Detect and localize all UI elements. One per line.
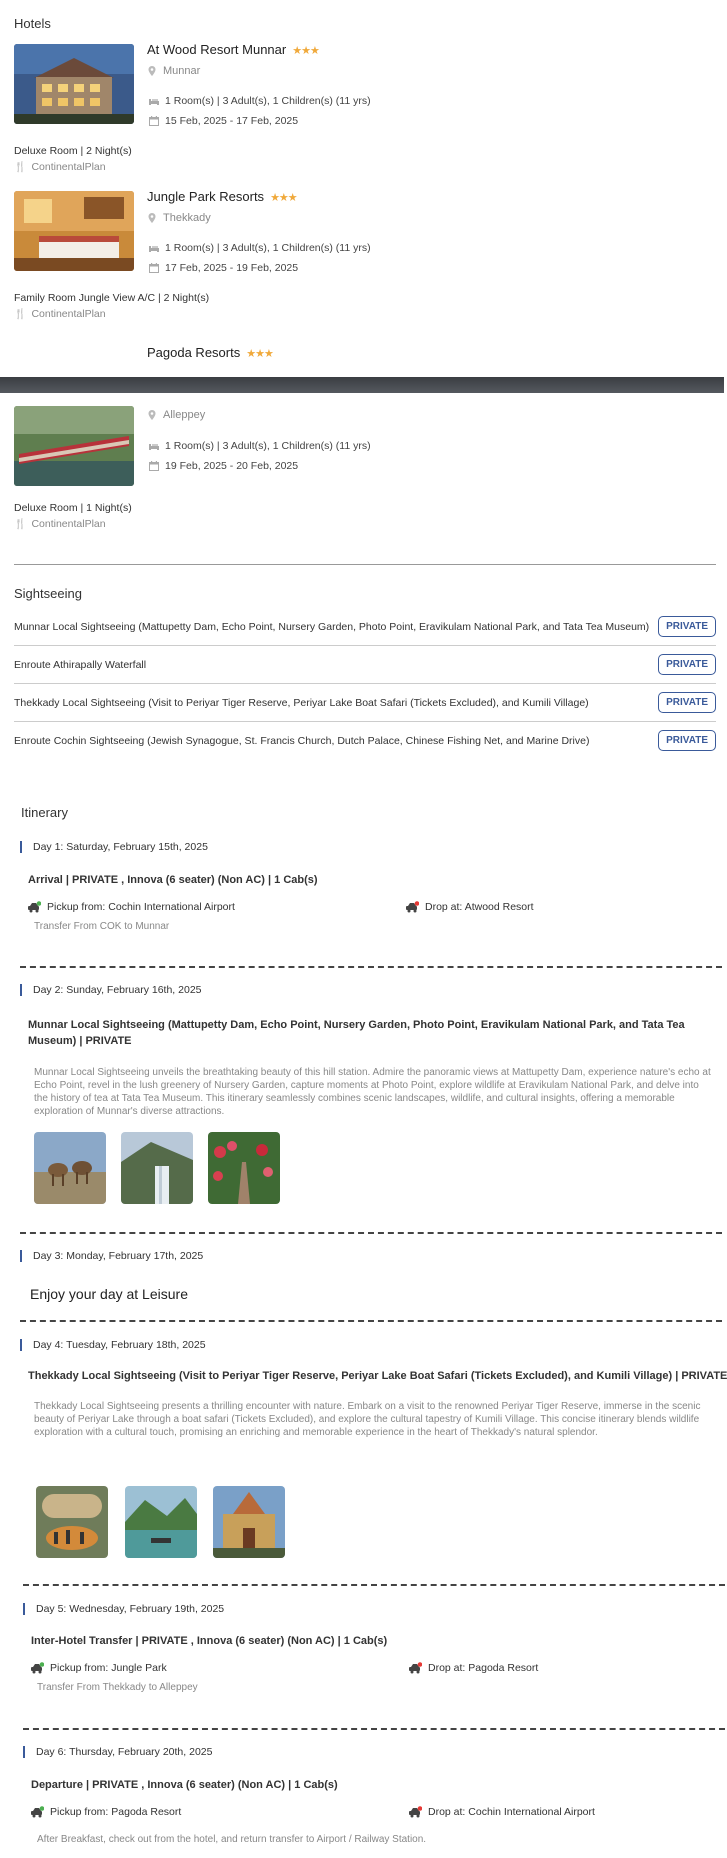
private-badge: PRIVATE (658, 654, 716, 675)
sightseeing-row (14, 722, 716, 759)
periyar-lake-photo (125, 1486, 197, 1558)
transfer-note: After Breakfast, check out from the hotel, and return transfer to Airport / Railway Station. (37, 1834, 427, 1845)
hotel-location: Alleppey (163, 409, 206, 421)
fork-knife-icon: 🍴 (14, 308, 27, 320)
day-label: Day 6: Thursday, February 20th, 2025 (23, 1746, 212, 1758)
hotel-dates: 19 Feb, 2025 - 20 Feb, 2025 (165, 460, 299, 472)
hotel-location: Thekkady (163, 212, 211, 224)
hotel-rooms: 1 Room(s) | 3 Adult(s), 1 Children(s) (11 yrs) (165, 440, 371, 452)
sightseeing-name: Thekkady Local Sightseeing (Visit to Periyar Tiger Reserve, Periyar Lake Boat Safari (Tickets Excluded), and Kumili Village) (14, 696, 589, 709)
hotel-dates: 15 Feb, 2025 - 17 Feb, 2025 (165, 115, 299, 127)
day-label: Day 2: Sunday, February 16th, 2025 (20, 984, 202, 996)
transfer-note: Transfer From Thekkady to Alleppey (37, 1682, 198, 1693)
meal-plan: ContinentalPlan (31, 308, 106, 320)
waterfall-photo (121, 1132, 193, 1204)
activity-description: Munnar Local Sightseeing unveils the breathtaking beauty of this hill station. Admire the panoramic views at Mattupetty Dam, experience nature's echo at Echo Point, revel in the lush greenery of Nursery Garden, capture moments at Photo Point, explore wildlife at Eravikulam National Park, and delve into the history of tea at Tata Tea Museum. This itinerary seamlessly combines scenic landscapes, wildlife, and cultural insights, offering a memorable exploration of Munnar's diverse attractions. (34, 1067, 711, 1117)
activity-description: Thekkady Local Sightseeing presents a thrilling encounter with nature. Embark on a visit to the renowned Periyar Tiger Reserve, immerse in the scenic beauty of Periyar Lake through a boat safari (Tickets Excluded), and explore the cultural tapestry of Kumili Village. This concise itinerary blends wildlife exploration with a cultural touch, promising an enriching and memorable experience in the heart of Thekkady's natural splendor. (34, 1401, 701, 1438)
room-type: Deluxe Room | 2 Night(s) (14, 145, 132, 157)
day-divider (20, 1232, 722, 1234)
hotel-photo (14, 191, 134, 271)
drop-car-icon (408, 1806, 422, 1818)
hotel-photo (14, 406, 134, 486)
drop-car-icon (405, 901, 419, 913)
hotel-rooms: 1 Room(s) | 3 Adult(s), 1 Children(s) (11 yrs) (165, 242, 371, 254)
meal-plan: ContinentalPlan (31, 518, 106, 530)
sightseeing-name: Munnar Local Sightseeing (Mattupetty Dam, Echo Point, Nursery Garden, Photo Point, Eravikulam National Park, and Tata Tea Museum) (14, 620, 650, 633)
day-label: Day 5: Wednesday, February 19th, 2025 (23, 1603, 224, 1615)
goats-photo (34, 1132, 106, 1204)
meal-plan: ContinentalPlan (31, 161, 106, 173)
calendar-icon (149, 263, 159, 273)
kumili-village-photo (213, 1486, 285, 1558)
leisure-title: Enjoy your day at Leisure (30, 1286, 188, 1302)
room-type: Deluxe Room | 1 Night(s) (14, 502, 132, 514)
private-badge: PRIVATE (658, 730, 716, 751)
day-divider (20, 966, 722, 968)
room-type: Family Room Jungle View A/C | 2 Night(s) (14, 292, 210, 304)
fork-knife-icon: 🍴 (14, 161, 27, 173)
sightseeing-row (14, 608, 716, 645)
drop-car-icon (408, 1662, 422, 1674)
private-badge: PRIVATE (658, 692, 716, 713)
sightseeing-name: Enroute Athirapally Waterfall (14, 658, 147, 671)
day-label: Day 1: Saturday, February 15th, 2025 (20, 841, 208, 853)
star-rating-icon: ★★★ (270, 192, 297, 204)
location-pin-icon (147, 213, 157, 223)
activity-title: Thekkady Local Sightseeing (Visit to Periyar Tiger Reserve, Periyar Lake Boat Safari (Tickets Excluded), and Kumili Village) | PRIVATE (28, 1370, 727, 1382)
drop-location: Drop at: Atwood Resort (425, 901, 534, 913)
pickup-car-icon (27, 901, 41, 913)
private-badge: PRIVATE (658, 616, 716, 637)
section-divider (14, 564, 716, 565)
bed-icon (149, 243, 159, 253)
sightseeing-row (14, 646, 716, 683)
pickup-car-icon (30, 1806, 44, 1818)
activity-title: Inter-Hotel Transfer | PRIVATE , Innova (6 seater) (Non AC) | 1 Cab(s) (31, 1635, 388, 1647)
hotel-name: Jungle Park Resorts (147, 189, 265, 204)
day-label: Day 3: Monday, February 17th, 2025 (20, 1250, 203, 1262)
location-pin-icon (147, 410, 157, 420)
itinerary-title: Itinerary (21, 805, 68, 820)
calendar-icon (149, 116, 159, 126)
bed-icon (149, 441, 159, 451)
sightseeing-row (14, 684, 716, 721)
transfer-note: Transfer From COK to Munnar (34, 921, 170, 932)
day-label: Day 4: Tuesday, February 18th, 2025 (20, 1339, 206, 1351)
star-rating-icon: ★★★ (246, 348, 273, 360)
hotel-name: At Wood Resort Munnar (147, 42, 287, 57)
calendar-icon (149, 461, 159, 471)
pickup-car-icon (30, 1662, 44, 1674)
drop-location: Drop at: Cochin International Airport (428, 1806, 595, 1818)
pickup-location: Pickup from: Jungle Park (50, 1662, 167, 1674)
day-divider (20, 1320, 722, 1322)
hotel-dates: 17 Feb, 2025 - 19 Feb, 2025 (165, 262, 299, 274)
hotel-rooms: 1 Room(s) | 3 Adult(s), 1 Children(s) (11 yrs) (165, 95, 371, 107)
star-rating-icon: ★★★ (292, 45, 319, 57)
tiger-reserve-photo (36, 1486, 108, 1558)
page-break-bar (0, 377, 724, 393)
day-divider (23, 1728, 725, 1730)
sightseeing-name: Enroute Cochin Sightseeing (Jewish Synagogue, St. Francis Church, Dutch Palace, Chinese Fishing Net, and Marine Drive) (14, 734, 590, 747)
pickup-location: Pickup from: Pagoda Resort (50, 1806, 182, 1818)
hotel-name: Pagoda Resorts (147, 345, 241, 360)
bed-icon (149, 96, 159, 106)
activity-title: Munnar Local Sightseeing (Mattupetty Dam, Echo Point, Nursery Garden, Photo Point, Eravikulam National Park, and Tata Tea Museum) | PRIVATE (28, 1019, 685, 1047)
day-divider (23, 1584, 725, 1586)
hotel-photo (14, 44, 134, 124)
fork-knife-icon: 🍴 (14, 518, 27, 530)
activity-title: Arrival | PRIVATE , Innova (6 seater) (Non AC) | 1 Cab(s) (28, 874, 318, 886)
drop-location: Drop at: Pagoda Resort (428, 1662, 539, 1674)
sightseeing-title: Sightseeing (14, 586, 82, 601)
garden-photo (208, 1132, 280, 1204)
hotels-title: Hotels (14, 16, 51, 31)
hotel-location: Munnar (163, 65, 201, 77)
location-pin-icon (147, 66, 157, 76)
activity-title: Departure | PRIVATE , Innova (6 seater) (Non AC) | 1 Cab(s) (31, 1779, 338, 1791)
pickup-location: Pickup from: Cochin International Airport (47, 901, 235, 913)
